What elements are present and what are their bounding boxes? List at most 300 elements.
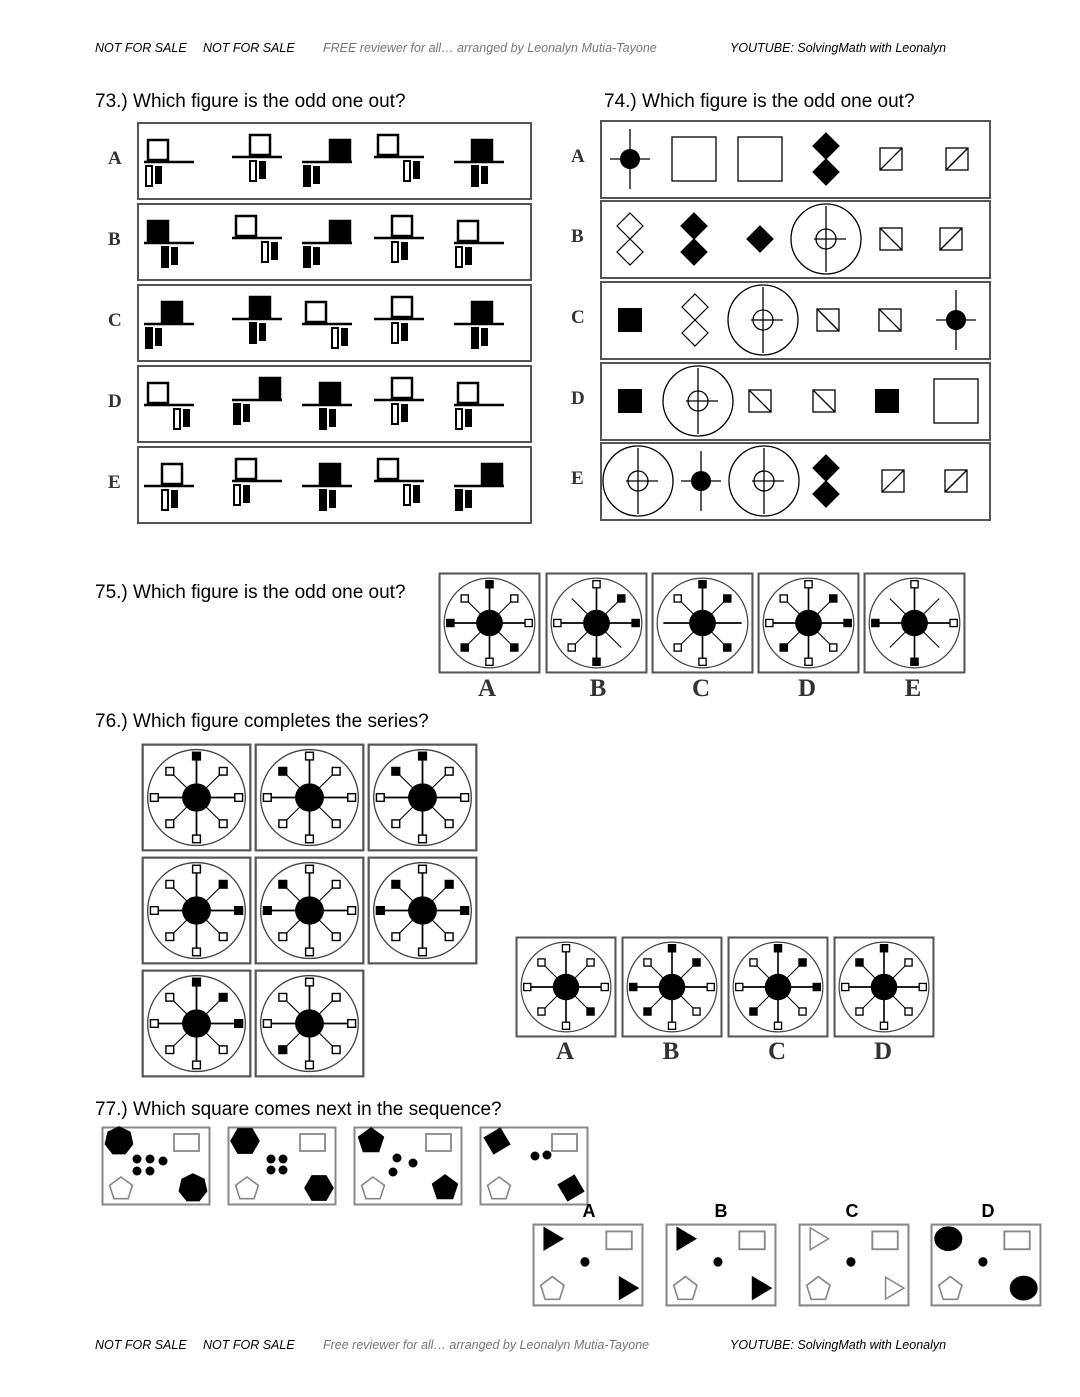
open-square-marker xyxy=(332,933,340,941)
open-square-marker xyxy=(419,865,427,873)
open-square-marker xyxy=(166,820,174,828)
bar xyxy=(162,490,168,510)
open-square-marker xyxy=(511,595,518,602)
q76-option-A xyxy=(515,936,617,1038)
bar xyxy=(183,409,190,427)
filled-square-marker xyxy=(632,619,639,626)
q73-row-A xyxy=(137,122,532,200)
open-square-marker xyxy=(525,619,532,626)
q76-series-cell xyxy=(141,969,252,1078)
open-square-marker xyxy=(644,959,651,966)
open-square-marker xyxy=(780,595,787,602)
bar xyxy=(404,485,410,505)
open-square-marker xyxy=(392,820,400,828)
footer-youtube: YOUTUBE: SolvingMath with Leonalyn xyxy=(730,1338,947,1352)
open-square-marker xyxy=(332,1046,340,1054)
bar xyxy=(243,485,250,503)
dot xyxy=(146,1155,155,1164)
bar xyxy=(465,409,472,427)
square xyxy=(392,378,412,398)
open-square-marker xyxy=(905,959,912,966)
open-square-marker xyxy=(263,1020,271,1028)
open-square-marker xyxy=(166,880,174,888)
open-square-marker xyxy=(461,595,468,602)
open-square-marker xyxy=(799,1008,806,1015)
open-square-marker xyxy=(376,794,384,802)
filled-square-marker xyxy=(724,644,731,651)
square xyxy=(320,383,340,403)
bar xyxy=(234,485,240,505)
hub-dot xyxy=(182,783,211,811)
filled-square-marker xyxy=(461,644,468,651)
open-square-marker xyxy=(736,983,743,990)
hub-dot xyxy=(295,896,324,924)
square xyxy=(392,216,412,236)
filled-square-marker xyxy=(844,619,851,626)
heptagon xyxy=(105,1127,132,1154)
hub-dot xyxy=(659,974,686,1001)
open-square-marker xyxy=(562,1022,569,1029)
open-square-marker xyxy=(279,933,287,941)
filled-square xyxy=(618,308,642,332)
open-square-marker xyxy=(193,948,201,956)
bar xyxy=(332,328,338,348)
open-square-marker xyxy=(419,835,427,843)
square xyxy=(260,378,280,398)
hexagon xyxy=(231,1129,259,1153)
open-square-marker xyxy=(219,767,227,775)
bar xyxy=(146,328,152,348)
dot xyxy=(267,1166,276,1175)
bar xyxy=(456,409,462,429)
open-square-marker xyxy=(332,767,340,775)
bar xyxy=(155,328,162,346)
bar xyxy=(481,328,488,346)
square xyxy=(472,302,492,322)
open-square-marker xyxy=(235,794,243,802)
filled-square-marker xyxy=(618,595,625,602)
filled-square-marker xyxy=(699,581,706,588)
open-square-marker xyxy=(587,959,594,966)
open-square-marker xyxy=(911,581,918,588)
row-frame xyxy=(601,363,990,440)
q76-option-B xyxy=(621,936,723,1038)
open-square-marker xyxy=(166,1046,174,1054)
open-square-marker xyxy=(166,993,174,1001)
open-square-marker xyxy=(306,865,314,873)
open-square-marker xyxy=(306,752,314,760)
option-label: C xyxy=(767,1038,787,1065)
dot xyxy=(267,1155,276,1164)
bar xyxy=(155,166,162,184)
filled-square xyxy=(875,389,899,413)
bar xyxy=(401,404,408,422)
open-square-marker xyxy=(674,644,681,651)
q76-series-cell xyxy=(254,743,365,852)
q75-title: 75.) Which figure is the odd one out? xyxy=(95,582,406,603)
bar xyxy=(401,323,408,341)
open-square-marker xyxy=(601,983,608,990)
filled-square-marker xyxy=(750,1008,757,1015)
q73-row-B xyxy=(137,203,532,281)
filled-square-marker xyxy=(279,1046,287,1054)
filled-square-marker xyxy=(392,767,400,775)
filled-square-marker xyxy=(279,767,287,775)
option-label: B xyxy=(589,675,607,702)
square xyxy=(250,135,270,155)
open-square-marker xyxy=(306,1061,314,1069)
option-label: A xyxy=(555,1038,575,1065)
square xyxy=(162,302,182,322)
open-square-marker xyxy=(348,1020,356,1028)
q76-series-cell xyxy=(141,743,252,852)
hub-dot xyxy=(408,896,437,924)
bar xyxy=(472,166,478,186)
square xyxy=(162,464,182,484)
q74-row-D xyxy=(600,362,991,441)
q75-option-D xyxy=(757,572,860,674)
filled-square-marker xyxy=(644,1008,651,1015)
bar xyxy=(146,166,152,186)
open-square-marker xyxy=(562,945,569,952)
q76-series-cell xyxy=(254,856,365,965)
open-square-marker xyxy=(332,993,340,1001)
filled-square-marker xyxy=(219,880,227,888)
row-label: B xyxy=(108,229,121,250)
open-square-marker xyxy=(805,581,812,588)
open-square-marker xyxy=(524,983,531,990)
row-label: E xyxy=(108,472,121,493)
q76-series-cell xyxy=(367,743,478,852)
bar xyxy=(456,490,462,510)
option-label: B xyxy=(662,1038,680,1065)
bar xyxy=(413,161,420,179)
filled-square-marker xyxy=(880,945,887,952)
square xyxy=(250,297,270,317)
filled-square-marker xyxy=(392,880,400,888)
bar xyxy=(304,166,310,186)
square xyxy=(320,464,340,484)
open-square-marker xyxy=(279,820,287,828)
open-square-marker xyxy=(166,767,174,775)
header-not-for-sale: NOT FOR SALE xyxy=(95,41,187,55)
bar xyxy=(320,409,326,429)
open-square-marker xyxy=(905,1008,912,1015)
bar xyxy=(243,404,250,422)
filled-square-marker xyxy=(219,993,227,1001)
q76-series-cell xyxy=(141,856,252,965)
filled-square-marker xyxy=(376,907,384,915)
square xyxy=(236,216,256,236)
open-square-marker xyxy=(279,993,287,1001)
open-square-marker xyxy=(193,1061,201,1069)
hub-dot xyxy=(871,974,898,1001)
square xyxy=(330,140,350,160)
bar xyxy=(304,247,310,267)
hub-dot xyxy=(795,610,822,637)
q77-option-A xyxy=(532,1223,644,1307)
open-square-marker xyxy=(263,794,271,802)
filled-square-marker xyxy=(830,595,837,602)
q77-sequence-square xyxy=(227,1126,337,1206)
filled-square-marker xyxy=(193,978,201,986)
open-square-marker xyxy=(348,794,356,802)
filled-square-marker xyxy=(668,945,675,952)
filled-square-marker xyxy=(445,880,453,888)
row-label: D xyxy=(108,391,122,412)
heptagon xyxy=(179,1174,206,1201)
option-label: E xyxy=(904,675,922,702)
dot xyxy=(159,1157,168,1166)
row-label: C xyxy=(108,310,122,331)
filled-square-marker xyxy=(630,983,637,990)
q75-option-E xyxy=(863,572,966,674)
open-square-marker xyxy=(919,983,926,990)
bar xyxy=(174,409,180,429)
option-label: B xyxy=(714,1201,728,1221)
filled-square-marker xyxy=(193,752,201,760)
square xyxy=(472,140,492,160)
square xyxy=(306,302,326,322)
bar xyxy=(472,328,478,348)
q75-option-C xyxy=(651,572,754,674)
dot xyxy=(133,1167,142,1176)
open-square-marker xyxy=(306,978,314,986)
q75-option-B xyxy=(545,572,648,674)
filled-square-marker xyxy=(856,959,863,966)
filled-square-marker xyxy=(511,644,518,651)
row-label: B xyxy=(571,226,584,247)
q75-option-A xyxy=(438,572,541,674)
open-square-marker xyxy=(699,658,706,665)
open-square-marker xyxy=(486,658,493,665)
open-square-marker xyxy=(445,933,453,941)
q76-series-cell xyxy=(367,856,478,965)
open-square-marker xyxy=(461,794,469,802)
open-square-marker xyxy=(880,1022,887,1029)
square xyxy=(378,459,398,479)
q77-sequence-square xyxy=(353,1126,463,1206)
option-label: C xyxy=(845,1201,859,1221)
bar xyxy=(404,161,410,181)
option-label: D xyxy=(981,1201,995,1221)
hub-dot xyxy=(901,610,928,637)
bar xyxy=(313,247,320,265)
q73-row-C xyxy=(137,284,532,362)
bar xyxy=(392,242,398,262)
open-square-marker xyxy=(150,907,158,915)
hub-dot xyxy=(182,896,211,924)
dot xyxy=(393,1154,402,1163)
row-frame xyxy=(601,282,990,359)
square xyxy=(482,464,502,484)
header-credit: FREE reviewer for all… arranged by Leonalyn Mutia-Tayone xyxy=(323,41,657,55)
footer-not-for-sale: NOT FOR SALE xyxy=(95,1338,187,1352)
dot xyxy=(133,1155,142,1164)
option-label: A xyxy=(582,1201,596,1221)
hub-dot xyxy=(182,1009,211,1037)
bar xyxy=(171,490,178,508)
square xyxy=(458,221,478,241)
row-label: E xyxy=(571,468,584,489)
row-frame xyxy=(601,201,990,278)
open-square-marker xyxy=(750,959,757,966)
bar xyxy=(401,242,408,260)
footer-not-for-sale: NOT FOR SALE xyxy=(203,1338,295,1352)
row-frame xyxy=(601,121,990,198)
row-label: D xyxy=(571,388,585,409)
open-square-marker xyxy=(332,880,340,888)
footer-credit: Free reviewer for all… arranged by Leonalyn Mutia-Tayone xyxy=(323,1338,650,1352)
open-square-marker xyxy=(950,619,957,626)
open-square-marker xyxy=(445,820,453,828)
q76-title: 76.) Which figure completes the series? xyxy=(95,711,429,732)
q76-option-D xyxy=(833,936,935,1038)
q77-title: 77.) Which square comes next in the sequence? xyxy=(95,1099,502,1120)
dot xyxy=(846,1257,855,1266)
option-label: D xyxy=(873,1038,893,1065)
dot xyxy=(543,1151,552,1160)
hub-dot xyxy=(476,610,503,637)
filled-square-marker xyxy=(693,959,700,966)
open-square-marker xyxy=(674,595,681,602)
filled-square-marker xyxy=(461,907,469,915)
open-square-marker xyxy=(332,820,340,828)
open-square-marker xyxy=(306,948,314,956)
option-label: C xyxy=(691,675,711,702)
open-square-marker xyxy=(193,835,201,843)
dot xyxy=(279,1155,288,1164)
bar xyxy=(259,323,266,341)
dot xyxy=(389,1168,398,1177)
filled-square-marker xyxy=(235,907,243,915)
bar xyxy=(481,166,488,184)
hub-dot xyxy=(408,783,437,811)
q73-row-E xyxy=(137,446,532,524)
hub-dot xyxy=(583,610,610,637)
open-square-marker xyxy=(774,1022,781,1029)
bar xyxy=(465,490,472,508)
row-label: C xyxy=(571,307,585,328)
row-label: A xyxy=(571,146,585,167)
open-square-marker xyxy=(830,644,837,651)
hub-dot xyxy=(553,974,580,1001)
q77-option-C xyxy=(798,1223,910,1307)
filled-square-marker xyxy=(799,959,806,966)
filled-square-marker xyxy=(724,595,731,602)
dot xyxy=(580,1257,589,1266)
bar xyxy=(162,247,168,267)
bar xyxy=(171,247,178,265)
row-label: A xyxy=(108,148,122,169)
bar xyxy=(250,323,256,343)
bar xyxy=(329,409,336,427)
square xyxy=(378,135,398,155)
q74-row-C xyxy=(600,281,991,360)
square xyxy=(148,221,168,241)
filled-square-marker xyxy=(447,619,454,626)
open-square-marker xyxy=(805,658,812,665)
circle xyxy=(1010,1277,1036,1300)
hexagon xyxy=(305,1176,333,1200)
dot xyxy=(409,1159,418,1168)
circle xyxy=(935,1227,961,1250)
square xyxy=(392,297,412,317)
dot xyxy=(531,1152,540,1161)
dot xyxy=(279,1166,288,1175)
open-square-marker xyxy=(668,1022,675,1029)
hub-dot xyxy=(689,610,716,637)
open-square-marker xyxy=(219,1046,227,1054)
open-square-marker xyxy=(150,794,158,802)
open-square-marker xyxy=(554,619,561,626)
open-square-marker xyxy=(392,933,400,941)
square xyxy=(148,383,168,403)
open-square-marker xyxy=(150,1020,158,1028)
open-square-marker xyxy=(568,644,575,651)
q76-series-cell xyxy=(254,969,365,1078)
open-square-marker xyxy=(193,865,201,873)
filled-square-marker xyxy=(813,983,820,990)
square xyxy=(458,383,478,403)
open-square-marker xyxy=(219,820,227,828)
bar xyxy=(465,247,472,265)
q77-sequence-square xyxy=(479,1126,589,1206)
square xyxy=(148,140,168,160)
open-square-marker xyxy=(219,933,227,941)
q77-sequence-square xyxy=(101,1126,211,1206)
open-square-marker xyxy=(538,959,545,966)
bar xyxy=(234,404,240,424)
option-label: A xyxy=(477,675,497,702)
filled-square-marker xyxy=(235,1020,243,1028)
dot xyxy=(713,1257,722,1266)
open-square-marker xyxy=(842,983,849,990)
filled-square-marker xyxy=(587,1008,594,1015)
q77-option-B xyxy=(665,1223,777,1307)
q76-option-C xyxy=(727,936,829,1038)
q73-row-D xyxy=(137,365,532,443)
open-square-marker xyxy=(348,907,356,915)
bar xyxy=(392,404,398,424)
hub-dot xyxy=(765,974,792,1001)
q73-title: 73.) Which figure is the odd one out? xyxy=(95,91,406,112)
filled-square-marker xyxy=(872,619,879,626)
filled-square-marker xyxy=(419,752,427,760)
bar xyxy=(259,161,266,179)
q74-row-B xyxy=(600,200,991,279)
filled-square xyxy=(618,389,642,413)
open-square-marker xyxy=(419,948,427,956)
open-square-marker xyxy=(707,983,714,990)
q74-row-E xyxy=(600,442,991,521)
header-youtube: YOUTUBE: SolvingMath with Leonalyn xyxy=(730,41,947,55)
hub-dot xyxy=(295,1009,324,1037)
header-not-for-sale: NOT FOR SALE xyxy=(203,41,295,55)
q77-option-D xyxy=(930,1223,1042,1307)
open-square-marker xyxy=(166,933,174,941)
square xyxy=(330,221,350,241)
open-square-marker xyxy=(856,1008,863,1015)
bar xyxy=(271,242,278,260)
open-square-marker xyxy=(538,1008,545,1015)
square xyxy=(236,459,256,479)
open-square-marker xyxy=(766,619,773,626)
hub-dot xyxy=(295,783,324,811)
bar xyxy=(413,485,420,503)
filled-square-marker xyxy=(279,880,287,888)
bar xyxy=(262,242,268,262)
